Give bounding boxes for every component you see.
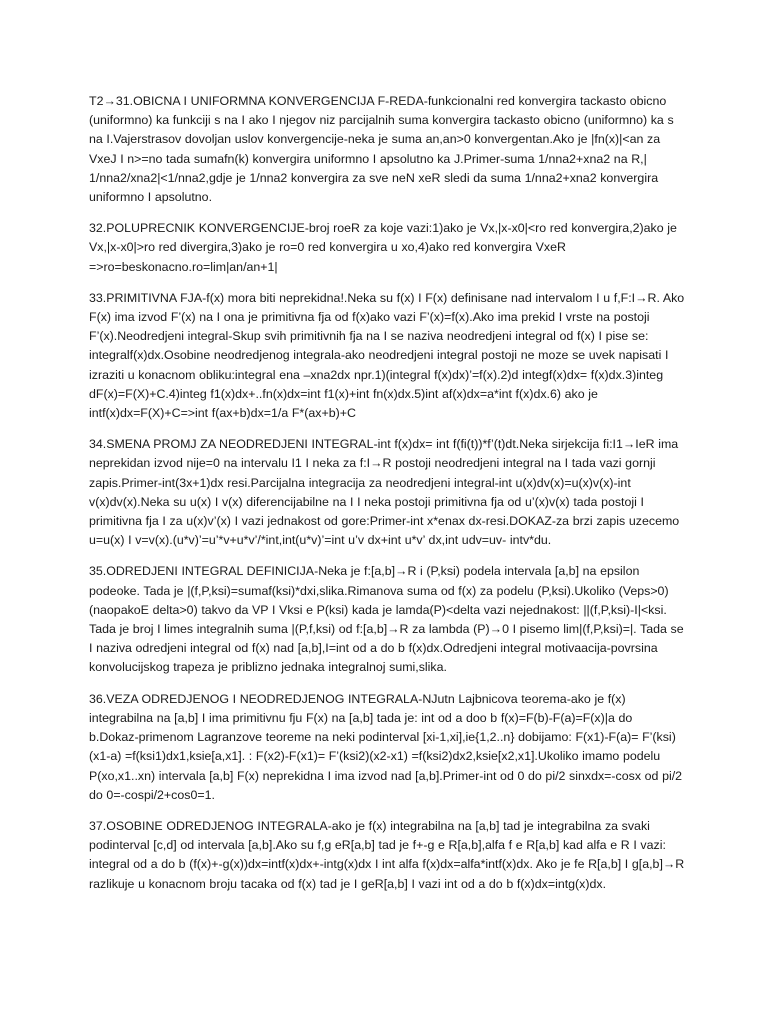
paragraph-34-substitution: 34.SMENA PROMJ ZA NEODREDJENI INTEGRAL-int f(x)dx= int f(fi(t))*f’(t)dt.Neka sirjekcija fi:I1→IeR ima neprekidan izvod nije=0 na intervalu I1 I neka za f:I→R postoji neodredjeni integral na I tada vazi gornji zapis.Primer-int(3x+1)dx resi.Parcijalna integracija za neodredjeni integral-int u(x)dv(x)=u(x)v(x)-int v(x)dv(x).Neka su u(x) I v(x) diferencijabilne na I I neka postoji primitivna fja od u’(x)v(x) tada postoji I primitivna fja I za u(x)v’(x) I vazi jednakost od gore:Primer-int x*enax dx-resi.DOKAZ-za brzi zapis uzecemo u=u(x) I v=v(x).(u*v)’=u’*v+u*v’/*int,int(u*v)’=int u’v dx+int u*v’ dx,int udv=uv- intv*du. <box>89 437 680 548</box>
paragraph-36-newton-leibniz: 36.VEZA ODREDJENOG I NEODREDJENOG INTEGRALA-NJutn Lajbnicova teorema-ako je f(x) integrabilna na [a,b] I ima primitivnu fju F(x) na [a,b] tada je: int od a doo b f(x)=F(b)-F(a)=F(x)|a do b.Dokaz-primenom Lagranzove teoreme na neki podinterval [xi-1,xi],ie{1,2..n} dobijamo: F(x1)-F(a)= F’(ksi)(x1-a) =f(ksi1)dx1,ksie[a,x1]. : F(x2)-F(x1)= F’(ksi2)(x2-x1) =f(ksi2)dx2,ksie[x2,x1].Ukoliko imamo podelu P(xo,x1..xn) intervala [a,b] F(x) neprekidna I ima izvod nad [a,b].Primer-int od 0 do pi/2 sinxdx=-cosx od pi/2 do 0=-cospi/2+cos0=1. <box>89 691 683 802</box>
paragraph-33-primitive-function: 33.PRIMITIVNA FJA-f(x) mora biti neprekidna!.Neka su f(x) I F(x) definisane nad intervalom I u f,F:I→R. Ako F(x) ima izvod F’(x) na I ona je primitivna fja od f(x)ako vazi F’(x)=f(x).Ako ima prekid I vrste na postoji F’(x).Neodredjeni integral-Skup svih primitivnih fja na I se naziva neodredjeni integral od f(x) I pise se: integralf(x)dx.Osobine neodredjenog integrala-ako neodredjeni integral postoji ne moze se uvek napisati I izraziti u konacnom obliku:integral ena –xna2dx npr.1)(integral f(x)dx)’=f(x).2)d integf(x)dx= f(x)dx.3)integ dF(x)=F(X)+C.4)integ f1(x)dx+..fn(x)dx=int f1(x)+int fn(x)dx.5)int af(x)dx=a*int f(x)dx.6) ako je intf(x)dx=F(X)+C=>int f(ax+b)dx=1/a F*(ax+b)+C <box>89 290 685 421</box>
paragraph-37-integral-properties: 37.OSOBINE ODREDJENOG INTEGRALA-ako je f(x) integrabilna na [a,b] tad je integrabilna za svaki podinterval [c,d] od intervala [a,b].Ako su f,g eR[a,b] tad je f+-g e R[a,b],alfa f e R[a,b] kad alfa e R I vazi: integral od a do b (f(x)+-g(x))dx=intf(x)dx+-intg(x)dx I int alfa f(x)dx=alfa*intf(x)dx. Ako je fe R[a,b] I g[a,b]→R razlikuje u konacnom broju tacaka od f(x) tad je I geR[a,b] I vazi int od a do b f(x)dx=intg(x)dx. <box>89 818 685 891</box>
paragraph-32-radius-of-convergence: 32.POLUPRECNIK KONVERGENCIJE-broj roeR za koje vazi:1)ako je Vx,|x-x0|<ro red konvergira,2)ako je Vx,|x-x0|>ro red divergira,3)ako je ro=0 red konvergira u xo,4)ako red konvergira VxeR =>ro=beskonacno.ro=lim|an/an+1| <box>89 221 677 274</box>
document-page <box>89 92 685 906</box>
paragraph-35-definite-integral: 35.ODREDJENI INTEGRAL DEFINICIJA-Neka je f:[a,b]→R i (P,ksi) podela intervala [a,b] na epsilon podeoke. Tada je |(f,P,ksi)=sumaf(ksi)*dxi,slika.Rimanova suma od f(x) za podelu (P,ksi).Ukoliko (Veps>0) (naopakoE delta>0) takvo da VP I Vksi e P(ksi) kada je lamda(P)<delta vazi nejednakost: ||(f,P,ksi)-I|<ksi. Tada je broj I limes integralnih suma |(P,f,ksi) od f:[a,b]→R za lambda (P)→0 I pisemo lim|(f,P,ksi)=|. Tada se I naziva odredjeni integral od f(x) nad [a,b],I=int od a do b f(x)dx.Odredjeni integral motivaacija-povrsina konvolucijskog trapeza je priblizno jednaka integralnoj sumi,slika. <box>89 564 684 675</box>
paragraph-31-uniform-convergence: T2→31.OBICNA I UNIFORMNA KONVERGENCIJA F-REDA-funkcionalni red konvergira tackasto obicno (uniformno) ka funkciji s na I ako I njegov niz parcijalnih suma konvergira tackasto obicno (uniformno) ka s na I.Vajerstrasov dovoljan uslov konvergencije-neka je suma an,an>0 konvergentan.Ako je |fn(x)|<an za VxeJ I n>=no tada sumafn(k) konvergira uniformno I apsolutno ka J.Primer-suma 1/nna2+xna2 na R,| 1/nna2/xna2|<1/nna2,gdje je 1/nna2 konvergira za sve neN xeR sledi da suma 1/nna2+xna2 konvergira uniformno I apsolutno. <box>89 94 674 205</box>
